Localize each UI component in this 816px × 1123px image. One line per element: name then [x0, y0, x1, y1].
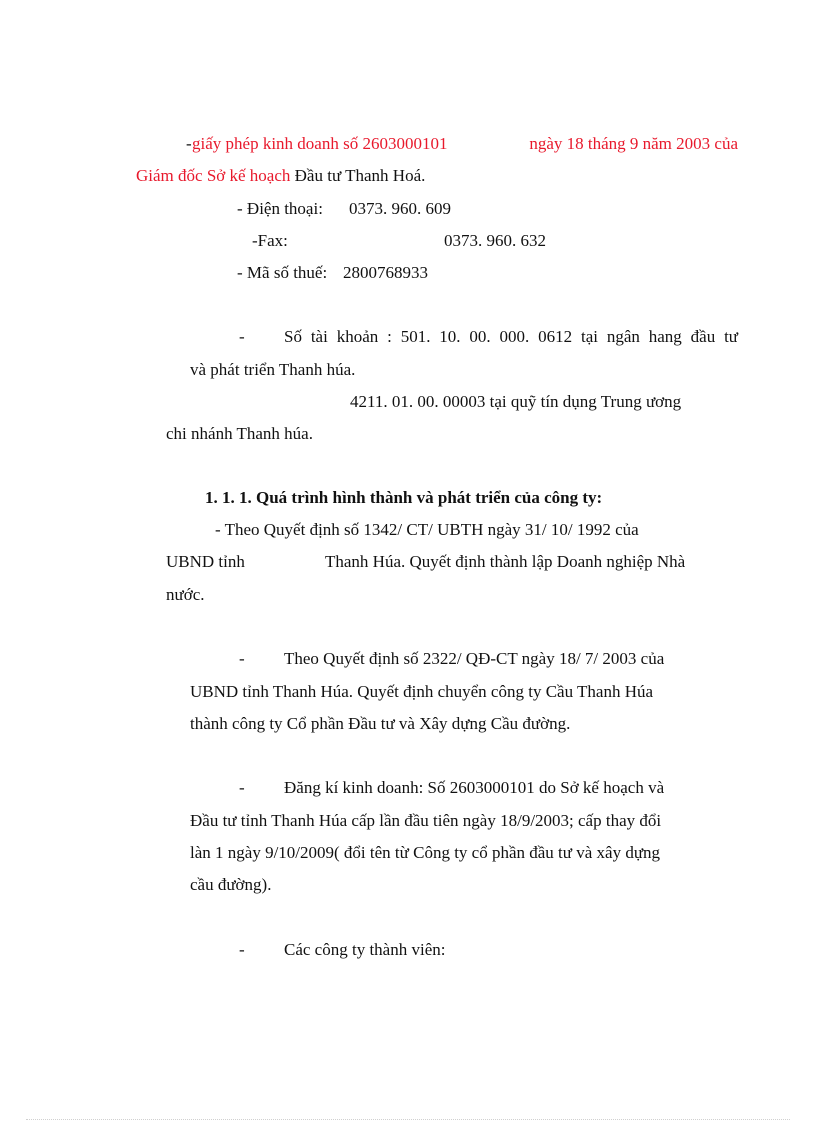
- p1-line-3: nước.: [166, 585, 205, 604]
- license-text-black: Đầu tư Thanh Hoá.: [294, 166, 426, 185]
- accounts-line-1-text: Số tài khoản : 501. 10. 00. 000. 0612 tại ngân hang đầu tư: [284, 327, 738, 346]
- p3-line-4: cầu đường).: [190, 875, 272, 894]
- accounts-line-1: [284, 327, 738, 347]
- accounts-line-2: và phát triển Thanh húa.: [190, 360, 356, 379]
- p1-line-1: - Theo Quyết định số 1342/ CT/ UBTH ngày 31/ 10/ 1992 của: [215, 520, 639, 539]
- license-text-part1: giấy phép kinh doanh số 2603000101: [192, 134, 448, 153]
- phone-value: 0373. 960. 609: [349, 199, 451, 218]
- p4-line-1: Các công ty thành viên:: [284, 940, 446, 959]
- p3-line-1: Đăng kí kinh doanh: Số 2603000101 do Sở kế hoạch và: [284, 778, 665, 797]
- p2-dash: -: [239, 649, 245, 668]
- accounts-dash: -: [239, 327, 245, 346]
- p3-line-3: làn 1 ngày 9/10/2009( đổi tên từ Công ty cổ phần đầu tư và xây dựng: [190, 843, 661, 862]
- license-line-2: [136, 166, 425, 186]
- accounts-line-4: chi nhánh Thanh húa.: [166, 424, 313, 443]
- p1-line-2a: UBND tỉnh: [166, 552, 245, 571]
- license-dash: -: [186, 134, 192, 153]
- license-text-part2: ngày 18 tháng 9 năm 2003 của: [529, 134, 738, 153]
- section-heading: 1. 1. 1. Quá trình hình thành và phát triển của công ty:: [205, 488, 603, 507]
- page-bottom-divider: [26, 1119, 790, 1120]
- p2-line-2: UBND tỉnh Thanh Húa. Quyết định chuyển công ty Cầu Thanh Húa: [190, 682, 654, 701]
- p2-line-3: thành công ty Cổ phần Đầu tư và Xây dựng Cầu đường.: [190, 714, 571, 733]
- fax-value: 0373. 960. 632: [444, 231, 546, 250]
- license-line-1: [192, 134, 738, 154]
- tax-value: 2800768933: [343, 263, 428, 282]
- license-text-part3: Giám đốc Sở kế hoạch: [136, 166, 291, 185]
- p1-line-2b: Thanh Húa. Quyết định thành lập Doanh nghiệp Nhà: [325, 552, 686, 571]
- p3-dash: -: [239, 778, 245, 797]
- fax-label: -Fax:: [252, 231, 288, 250]
- p3-line-2: Đầu tư tỉnh Thanh Húa cấp lần đầu tiên ngày 18/9/2003; cấp thay đổi: [190, 811, 662, 830]
- tax-label: - Mã số thuế:: [237, 263, 328, 282]
- p2-line-1: Theo Quyết định số 2322/ QĐ-CT ngày 18/ 7/ 2003 của: [284, 649, 665, 668]
- accounts-line-3: 4211. 01. 00. 00003 tại quỹ tín dụng Trung ương: [350, 392, 682, 411]
- p4-dash: -: [239, 940, 245, 959]
- phone-label: - Điện thoại:: [237, 199, 323, 218]
